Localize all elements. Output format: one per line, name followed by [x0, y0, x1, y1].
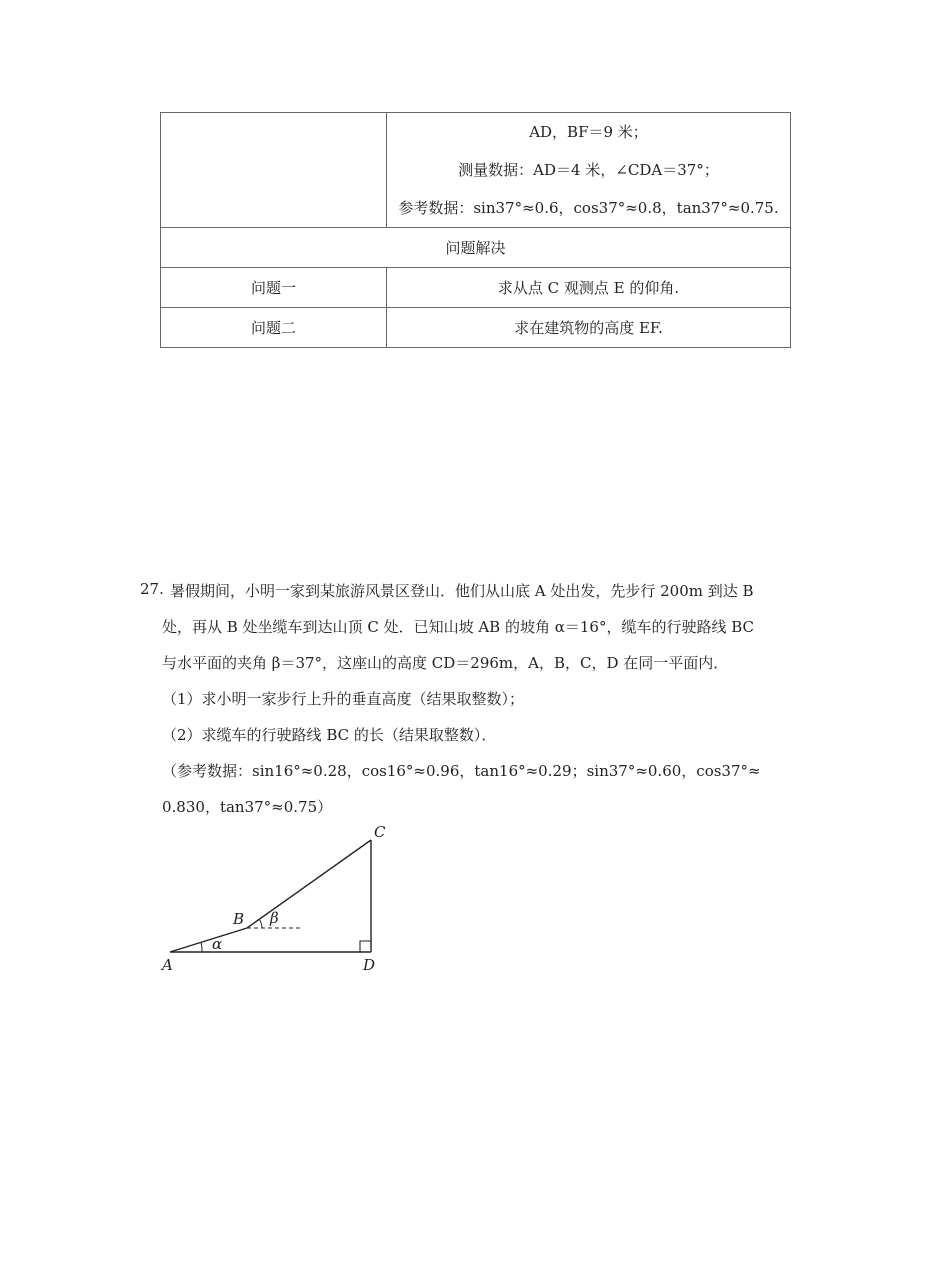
question-1: （1）求小明一家步行上升的垂直高度（结果取整数）； — [162, 690, 525, 708]
row-content: 求从点 C 观测点 E 的仰角. — [387, 268, 791, 308]
table-row — [161, 268, 791, 308]
question-2: （2）求缆车的行驶路线 BC 的长（结果取整数）． — [162, 726, 497, 744]
table-line-1: AD，BF＝9 米； — [529, 123, 648, 141]
table-cell-data — [387, 113, 791, 228]
row-label: 问题二 — [161, 308, 387, 348]
triangle-figure — [150, 820, 410, 980]
label-A: A — [162, 956, 173, 974]
label-alpha: α — [212, 935, 223, 953]
reference-line-1: （参考数据：sin16°≈0.28，cos16°≈0.96，tan16°≈0.29；sin37°≈0.60，cos37°≈ — [162, 762, 761, 780]
right-angle-marker — [360, 941, 371, 952]
table-line-3: 参考数据：sin37°≈0.6，cos37°≈0.8，tan37°≈0.75. — [398, 199, 779, 217]
problem-line-2: 处，再从 B 处坐缆车到达山顶 C 处．已知山坡 AB 的坡角 α＝16°，缆车的行驶路线 BC — [162, 618, 754, 636]
row-content: 求在建筑物的高度 EF. — [387, 308, 791, 348]
info-table — [160, 112, 791, 348]
label-D: D — [363, 956, 376, 974]
table-line-2: 测量数据：AD＝4 米，∠CDA＝37°； — [458, 161, 719, 179]
beta-arc — [259, 919, 262, 928]
problem-number: 27. — [140, 580, 164, 598]
section-header: 问题解决 — [161, 228, 791, 268]
table-cell-empty — [161, 113, 387, 228]
table-row — [161, 228, 791, 268]
label-B: B — [233, 910, 245, 928]
segment-BC — [247, 840, 371, 928]
label-C: C — [374, 823, 386, 841]
problem-line-3: 与水平面的夹角 β＝37°，这座山的高度 CD＝296m，A，B，C，D 在同一平面内． — [162, 654, 729, 672]
segment-AB — [170, 928, 247, 952]
alpha-arc — [201, 942, 202, 952]
reference-line-2: 0.830，tan37°≈0.75） — [162, 798, 333, 816]
problem-line-1: 暑假期间，小明一家到某旅游风景区登山．他们从山底 A 处出发，先步行 200m 到达 B — [170, 582, 754, 600]
table-row — [161, 308, 791, 348]
table-row — [161, 113, 791, 228]
label-beta: β — [270, 909, 279, 927]
row-label: 问题一 — [161, 268, 387, 308]
